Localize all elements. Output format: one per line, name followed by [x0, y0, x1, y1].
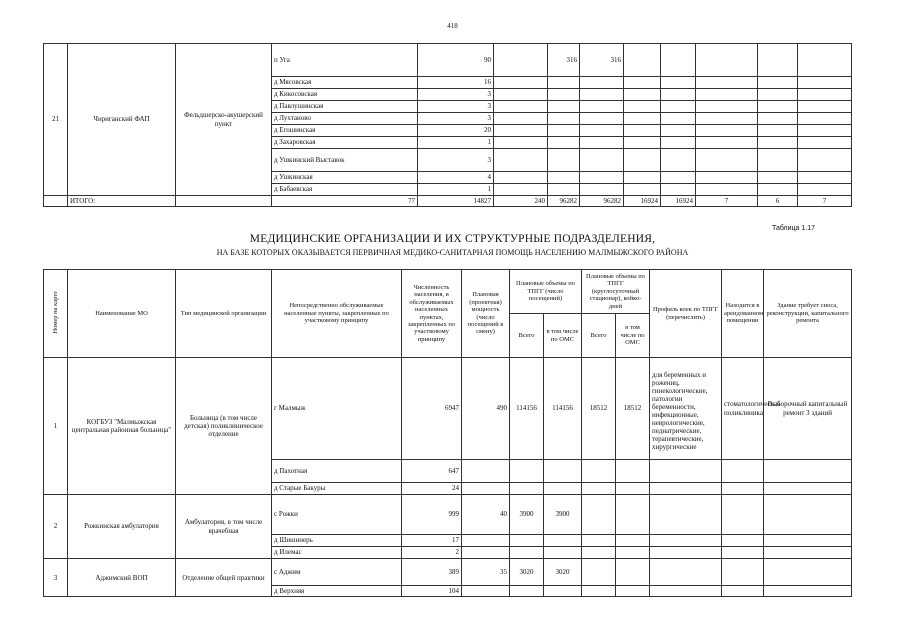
header-visits: Плановые объемы по ТПГГ (число посещений): [510, 270, 582, 314]
header-premises: Находится в арендованном помещении: [722, 270, 764, 358]
page-number: 418: [447, 22, 458, 30]
place-cell: г Малмыж: [272, 358, 402, 460]
header-profile: Профиль коек по ТПГГ (перечислить): [650, 270, 722, 358]
premises-cell: стоматологическая поликлиника: [722, 358, 764, 460]
header-org-type: Тип медицинской организации: [176, 270, 272, 358]
header-stationary-oms: в том числе по ОМС: [616, 314, 650, 358]
table-title: МЕДИЦИНСКИЕ ОРГАНИЗАЦИИ И ИХ СТРУКТУРНЫЕ ПОДРАЗДЕЛЕНИЯ,: [249, 233, 656, 245]
table-row: [44, 495, 852, 535]
place-cell: с Аджим: [272, 559, 402, 586]
total-units: 77: [272, 196, 418, 207]
population-cell: 17: [402, 535, 462, 547]
population-cell: 3: [418, 89, 494, 101]
row-number: 21: [44, 44, 68, 196]
visits-oms-cell: 316: [580, 44, 624, 77]
total-visits-all: 96282: [548, 196, 580, 207]
continuation-table: [43, 43, 852, 207]
population-cell: 3: [418, 149, 494, 172]
header-building: Здание требует сноса, реконструкции, капитального ремонта: [764, 270, 852, 358]
place-cell: д Захаровская: [272, 137, 418, 149]
mo-name: Рожкинская амбулатория: [68, 495, 176, 559]
org-type: Фельдшерско-акушерский пункт: [176, 44, 272, 196]
place-cell: с Рожки: [272, 495, 402, 535]
place-cell: п Уга: [272, 44, 418, 77]
mo-name: Чириганский ФАП: [68, 44, 176, 196]
place-cell: д Ушкинский Выставок: [272, 149, 418, 172]
total-stationary-oms: 16924: [661, 196, 696, 207]
stationary-all-cell: 18512: [582, 358, 616, 460]
population-cell: 1: [418, 137, 494, 149]
total-premises-count: 6: [758, 196, 798, 207]
capacity-cell: 40: [462, 495, 510, 535]
population-cell: 104: [402, 586, 462, 597]
visits-oms-cell: 3020: [544, 559, 582, 586]
visits-all-cell: 3020: [510, 559, 544, 586]
population-cell: 647: [402, 460, 462, 483]
place-cell: д Пахотная: [272, 460, 402, 483]
population-cell: 90: [418, 44, 494, 77]
population-cell: 3: [418, 101, 494, 113]
total-profile-count: 7: [696, 196, 758, 207]
place-cell: д Илемас: [272, 547, 402, 559]
header-capacity: Плановая (проектная) мощность (число посещений в смену): [462, 270, 510, 358]
total-label: ИТОГО:: [68, 196, 176, 207]
total-visits-oms: 96282: [580, 196, 624, 207]
header-row: [44, 270, 852, 314]
table-row: [44, 358, 852, 460]
total-population: 14827: [418, 196, 494, 207]
header-stationary: Плановые объемы по ТПГГ (круглосуточный стационар), койко-дней: [582, 270, 650, 314]
visits-oms-cell: 3900: [544, 495, 582, 535]
place-cell: д Старые Бакуры: [272, 483, 402, 495]
mo-name: КОГБУЗ "Малмыжская центральная районная больница": [68, 358, 176, 495]
place-cell: д Павлушинская: [272, 101, 418, 113]
table-subtitle: НА БАЗЕ КОТОРЫХ ОКАЗЫВАЕТСЯ ПЕРВИЧНАЯ МЕДИКО-САНИТАРНАЯ ПОМОЩЬ НАСЕЛЕНИЮ МАЛМЫЖСКОГО РАЙОНА: [216, 248, 689, 257]
profile-cell: для беременных и рожениц, гинекологические, патологии беременности, инфекционные, неврологические, педиатрические, терапевтические, хирургические: [650, 358, 722, 460]
visits-oms-cell: 114156: [544, 358, 582, 460]
building-cell: Выборочный капитальный ремонт 3 зданий: [764, 358, 852, 460]
row-number: 3: [44, 559, 68, 597]
org-type: Больница (в том числе детская) поликлиническое отделение: [176, 358, 272, 495]
visits-all-cell: 3900: [510, 495, 544, 535]
org-type: Амбулатория, в том числе врачебная: [176, 495, 272, 559]
table-reference: Таблица 1.17: [771, 225, 815, 232]
capacity-cell: 35: [462, 559, 510, 586]
population-cell: 999: [402, 495, 462, 535]
table-row: [44, 559, 852, 586]
org-type: Отделение общей практики: [176, 559, 272, 597]
row-number: 1: [44, 358, 68, 495]
place-cell: д Егошинская: [272, 125, 418, 137]
header-places: Непосредственно обслуживаемые населенные пункты, закрепленные по участковому принципу: [272, 270, 402, 358]
header-number: Номер на карте: [44, 270, 68, 358]
total-building-count: 7: [798, 196, 852, 207]
header-visits-oms: в том числе по ОМС: [544, 314, 582, 358]
population-cell: 20: [418, 125, 494, 137]
place-cell: д Бабаевская: [272, 184, 418, 196]
main-table: [43, 269, 852, 597]
place-cell: д Ушкинская: [272, 172, 418, 184]
header-population: Численность населения, в обслуживаемых населенных пунктах, закрепленных по участковому принципу: [402, 270, 462, 358]
place-cell: д Лухтаново: [272, 113, 418, 125]
total-capacity: 240: [494, 196, 548, 207]
row-number: 2: [44, 495, 68, 559]
population-cell: 1: [418, 184, 494, 196]
header-visits-all: Всего: [510, 314, 544, 358]
population-cell: 24: [402, 483, 462, 495]
population-cell: 4: [418, 172, 494, 184]
visits-all-cell: 114156: [510, 358, 544, 460]
header-mo-name: Наименование МО: [68, 270, 176, 358]
population-cell: 16: [418, 77, 494, 89]
capacity-cell: [494, 44, 548, 77]
population-cell: 3: [418, 113, 494, 125]
capacity-cell: 490: [462, 358, 510, 460]
population-cell: 389: [402, 559, 462, 586]
header-stationary-all: Всего: [582, 314, 616, 358]
mo-name: Аджимский ВОП: [68, 559, 176, 597]
place-cell: д Мясовская: [272, 77, 418, 89]
total-row: [44, 196, 852, 207]
place-cell: д Кикосовская: [272, 89, 418, 101]
population-cell: 2: [402, 547, 462, 559]
population-cell: 6947: [402, 358, 462, 460]
place-cell: д Шишинерь: [272, 535, 402, 547]
total-stationary-all: 16924: [624, 196, 661, 207]
stationary-oms-cell: 18512: [616, 358, 650, 460]
visits-all-cell: 316: [548, 44, 580, 77]
place-cell: д Верхняя: [272, 586, 402, 597]
